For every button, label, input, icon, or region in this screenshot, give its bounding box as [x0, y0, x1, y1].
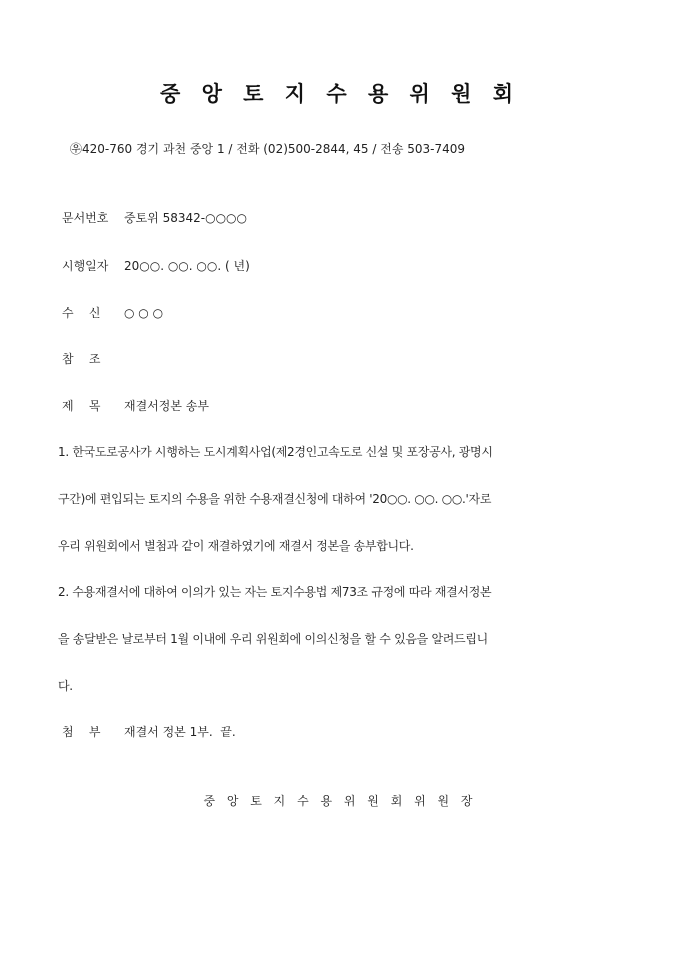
paragraph-2-line-1: 2. 수용재결서에 대하여 이의가 있는 자는 토지수용법 제73조 규정에 따라 재결서정본 — [58, 585, 492, 599]
doc-number-value: 중토위 58342-○○○○ — [124, 211, 247, 225]
reference-row — [62, 350, 124, 367]
page-title: 중 앙 토 지 수 용 위 원 회 — [159, 81, 521, 106]
doc-number-label: 문서번호 — [62, 211, 109, 225]
reference-label: 참 조 — [62, 352, 101, 366]
issue-date-value: 20○○. ○○. ○○. ( 년) — [124, 259, 250, 273]
closing-signature: 중 앙 토 지 수 용 위 원 회 위 원 장 — [203, 794, 477, 808]
attachment-label: 첨 부 — [62, 725, 101, 739]
recipient-value: ○ ○ ○ — [124, 306, 164, 320]
attachment-row — [62, 723, 236, 740]
paragraph-1-line-1: 1. 한국도로공사가 시행하는 도시계획사업(제2경인고속도로 신설 및 포장공사, 광명시 — [58, 445, 493, 459]
issue-date-row — [62, 257, 250, 274]
doc-number-row — [62, 209, 247, 226]
subject-label: 제 목 — [62, 399, 101, 413]
recipient-row — [62, 304, 163, 321]
subject-value: 재결서정본 송부 — [124, 399, 209, 413]
paragraph-1-line-2: 구간)에 편입되는 토지의 수용을 위한 수용재결신청에 대하여 '20○○. ○○. ○○.'자로 — [58, 492, 492, 506]
address-line: ㉾420-760 경기 과천 중앙 1 / 전화 (02)500-2844, 45 / 전송 503-7409 — [70, 142, 466, 156]
issue-date-label: 시행일자 — [62, 259, 109, 273]
paragraph-2-line-2: 을 송달받은 날로부터 1월 이내에 우리 위원회에 이의신청을 할 수 있음을 알려드립니 — [58, 632, 488, 646]
paragraph-2-line-3: 다. — [58, 679, 73, 693]
subject-row — [62, 397, 209, 414]
attachment-value: 재결서 정본 1부. 끝. — [124, 725, 236, 739]
recipient-label: 수 신 — [62, 306, 101, 320]
paragraph-1-line-3: 우리 위원회에서 별첨과 같이 재결하였기에 재결서 정본을 송부합니다. — [58, 539, 414, 553]
